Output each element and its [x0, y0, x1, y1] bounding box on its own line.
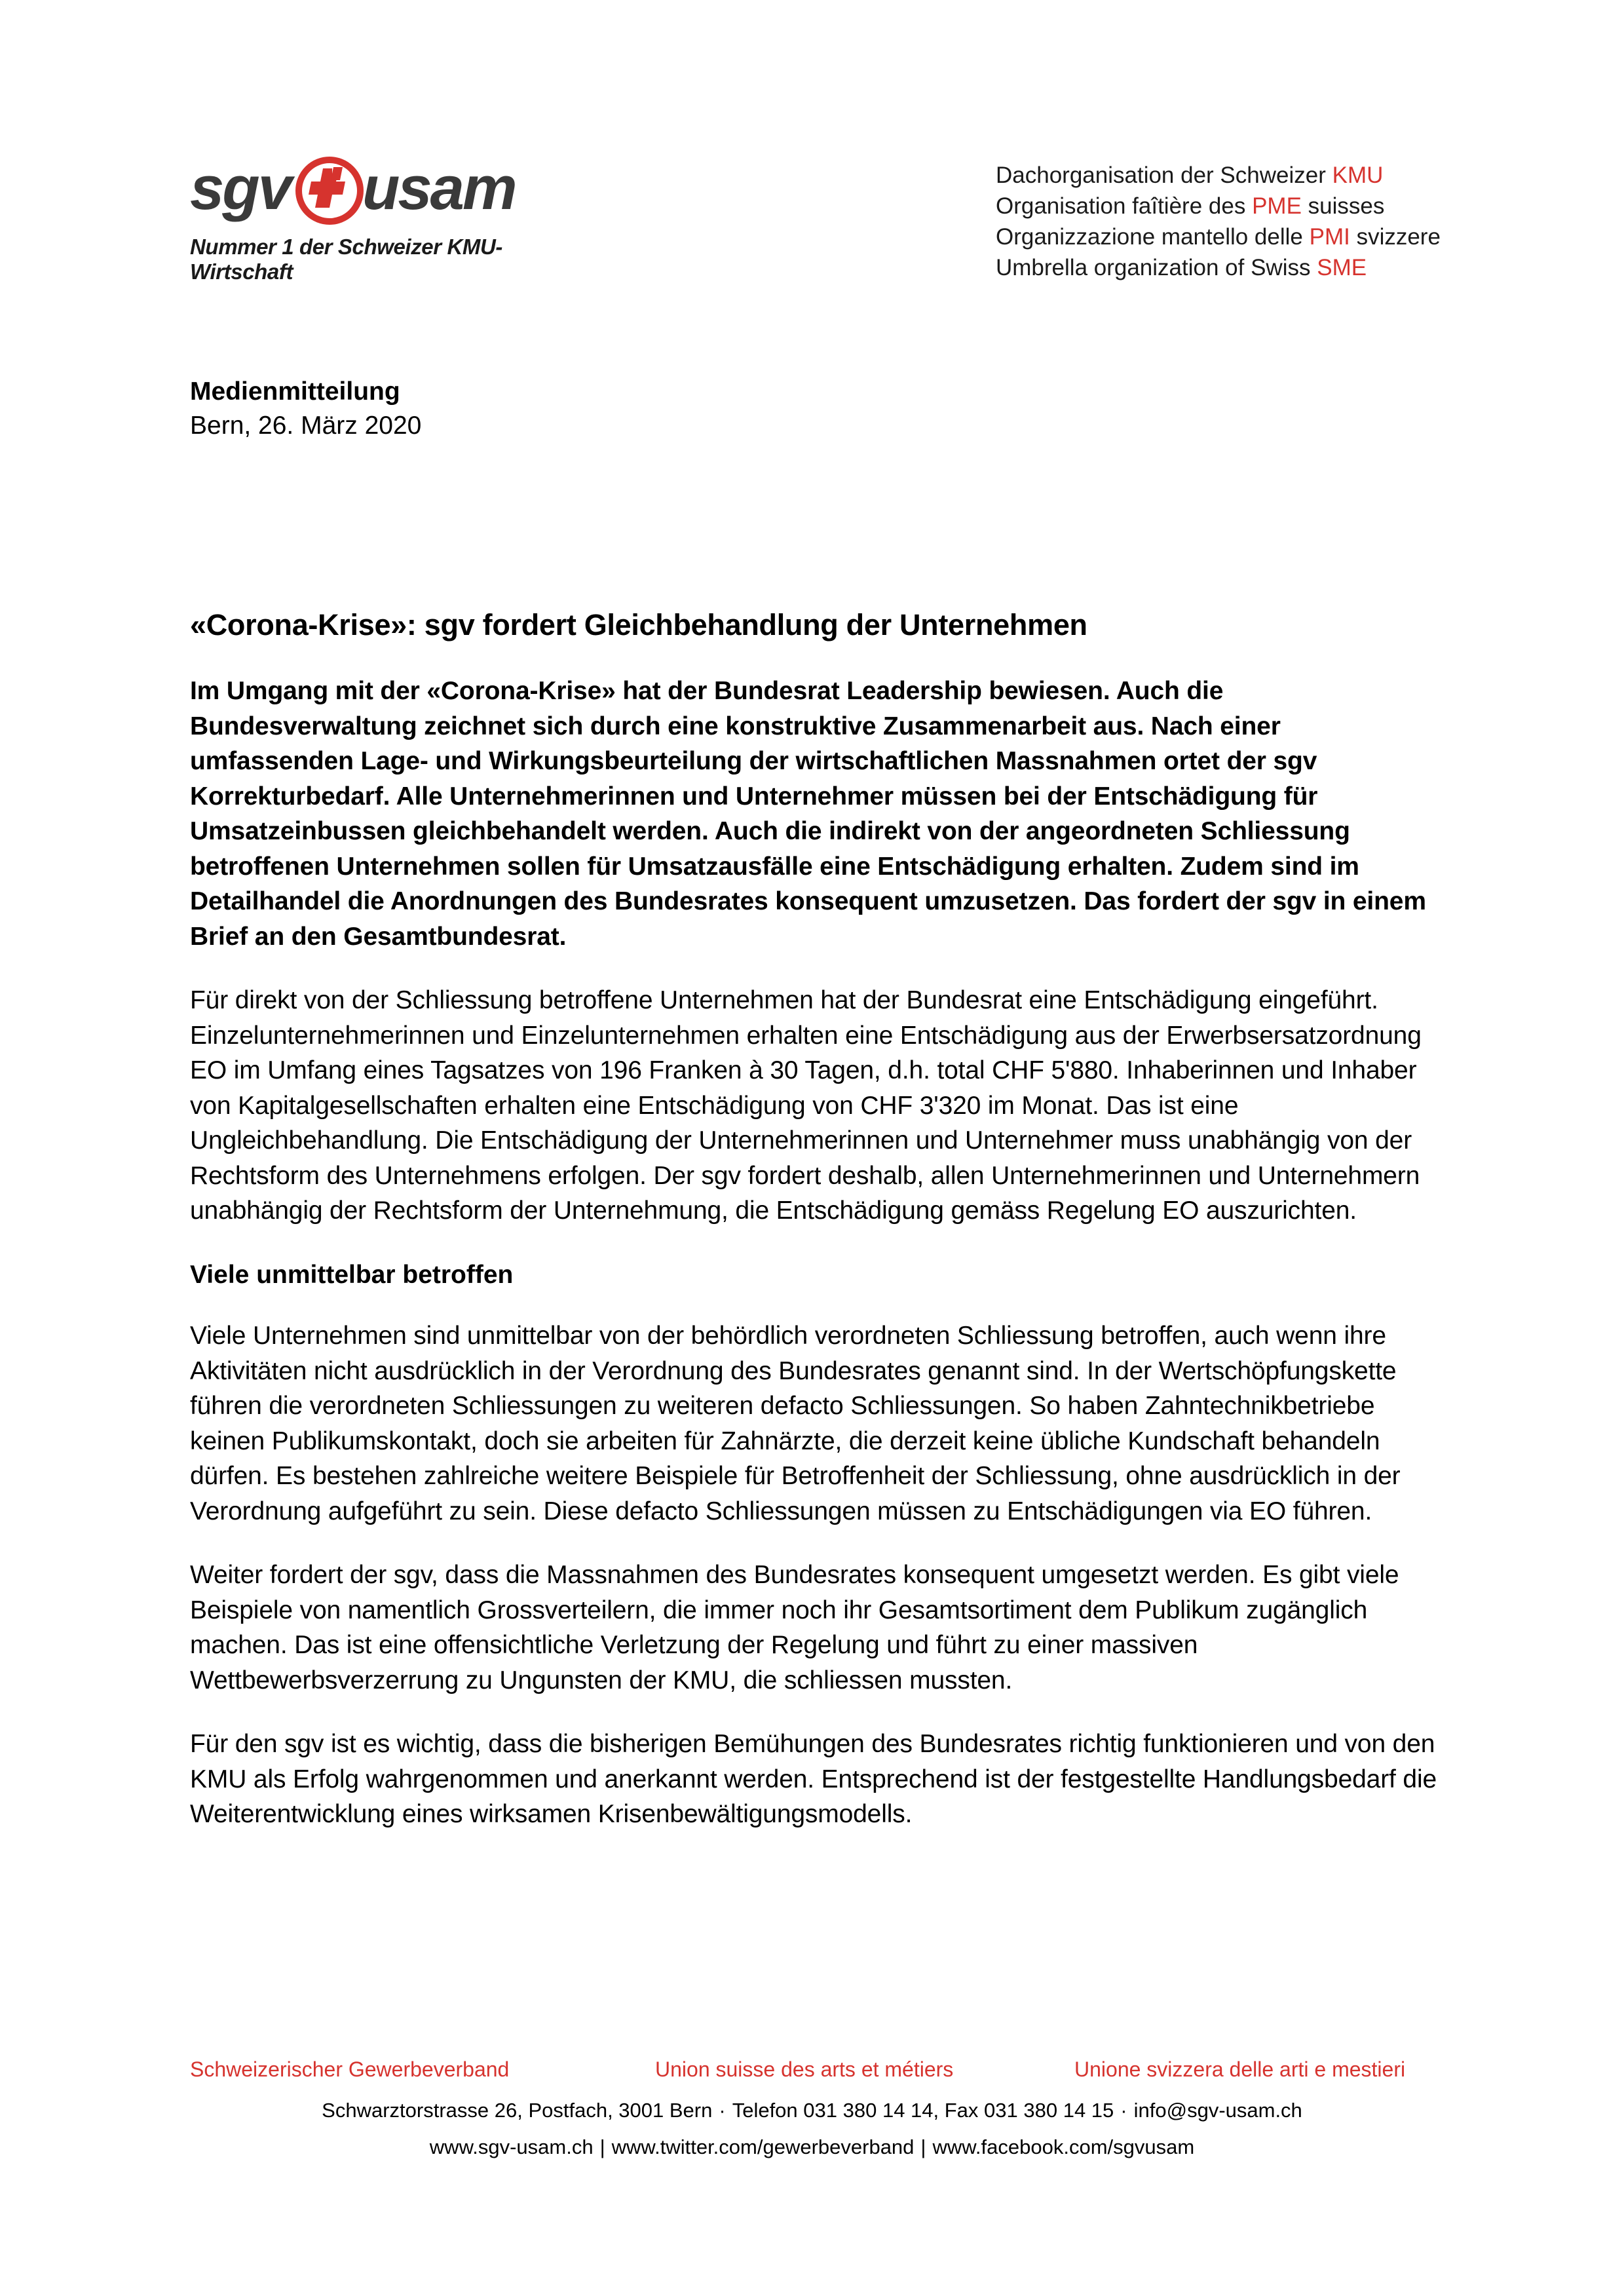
- footer-facebook-link[interactable]: www.facebook.com/sgvusam: [932, 2135, 1195, 2158]
- org-line-en-acronym: SME: [1317, 255, 1367, 280]
- footer-separator-dot-2: ·: [1120, 2099, 1127, 2122]
- body-paragraph-4: Für den sgv ist es wichtig, dass die bisherigen Bemühungen des Bundesrates richtig funktionieren und von den KMU als Erfolg wahrgenommen und anerkannt werden. Entsprechend ist der festgestellte Handlungsbedarf die Weiterentwicklung eines wirksamen Krisenbewältigungsmodells.: [190, 1730, 1437, 1828]
- footer-separator-dot-1: ·: [719, 2099, 726, 2122]
- logo-wordmark: [190, 149, 596, 227]
- footer-links-line: [0, 2132, 1624, 2162]
- org-line-it-before: Organizzazione mantello delle: [996, 224, 1310, 250]
- footer-website-link[interactable]: www.sgv-usam.ch: [429, 2135, 594, 2158]
- org-line-de: [996, 160, 1441, 191]
- lead-paragraph: Im Umgang mit der «Corona-Krise» hat der Bundesrat Leadership bewiesen. Auch die Bundesverwaltung zeichnet sich durch eine konstruktive Zusammenarbeit aus. Nach einer umfassenden Lage- und Wirkungsbeurteilung der wirtschaftlichen Massnahmen ortet der sgv Korrekturbedarf. Alle Unternehmerinnen und Unternehmer müssen bei der Entschädigung für Umsatzeinbussen gleichbehandelt werden. Auch die indirekt von der angeordneten Schliessung betroffenen Unternehmen sollen für Umsatzausfälle eine Entschädigung erhalten. Zudem sind im Detailhandel die Anordnungen des Bundesrates konsequent umzusetzen. Das fordert der sgv in einem Brief an den Gesamtbundesrat.: [190, 677, 1426, 951]
- org-line-de-acronym: KMU: [1332, 163, 1384, 188]
- body-paragraph-1: Für direkt von der Schliessung betroffene Unternehmen hat der Bundesrat eine Entschädigung eingeführt. Einzelunternehmerinnen und Einzelunternehmen erhalten eine Entschädigung aus der Erwerbsersatzordnung EO im Umfang eines Tagsatzes von 196 Franken à 30 Tagen, d.h. total CHF 5'880. Inhaberinnen und Inhaber von Kapitalgesellschaften erhalten eine Entschädigung von CHF 3'320 im Monat. Das ist eine Ungleichbehandlung. Die Entschädigung der Unternehmerinnen und Unternehmer muss unabhängig von der Rechtsform des Unternehmens erfolgen. Der sgv fordert deshalb, allen Unternehmerinnen und Unternehmern unabhängig der Rechtsform der Unternehmung, die Entschädigung gemäss Regelung EO auszurichten.: [190, 986, 1422, 1225]
- logo-tagline: Nummer 1 der Schweizer KMU-Wirtschaft: [190, 235, 502, 284]
- org-line-fr-acronym: PME: [1252, 193, 1302, 219]
- org-line-it: [996, 221, 1441, 252]
- page-header: [190, 149, 1448, 284]
- section-subheading: Viele unmittelbar betroffen: [190, 1260, 514, 1289]
- page-title: «Corona-Krise»: sgv fordert Gleichbehandlung der Unternehmen: [190, 608, 1087, 641]
- org-line-it-acronym: PMI: [1309, 224, 1350, 250]
- footer-separator-pipe-2: |: [920, 2135, 926, 2158]
- page-footer: [0, 2057, 1624, 2162]
- logo-text-usam: usam: [362, 153, 516, 222]
- logo-text-sgv: sgv: [190, 153, 290, 222]
- body-paragraph-2: Viele Unternehmen sind unmittelbar von der behördlich verordneten Schliessung betroffen, auch wenn ihre Aktivitäten nicht ausdrücklich in der Verordnung des Bundesrates genannt sind. In der Wertschöpfungskette führen die verordneten Schliessungen zu weiteren defacto Schliessungen. So haben Zahntechnikbetriebe keinen Publikumskontakt, doch sie arbeiten für Zahnärzte, die derzeit keine übliche Kundschaft behandeln dürfen. Es bestehen zahlreiche weitere Beispiele für Betroffenheit der Schliessung, ohne ausdrücklich in der Verordnung aufgeführt zu sein. Diese defacto Schliessungen müssen zu Entschädigungen via EO führen.: [190, 1322, 1401, 1525]
- org-line-fr-after: suisses: [1301, 193, 1385, 219]
- footer-separator-pipe-1: |: [599, 2135, 605, 2158]
- document-type-label: Medienmitteilung: [190, 377, 400, 406]
- org-line-it-after: svizzere: [1350, 224, 1441, 250]
- org-line-de-before: Dachorganisation der Schweizer: [996, 163, 1332, 188]
- footer-email[interactable]: info@sgv-usam.ch: [1133, 2099, 1302, 2122]
- footer-address: Schwarztorstrasse 26, Postfach, 3001 Bern: [322, 2099, 713, 2122]
- body-paragraph-3: Weiter fordert der sgv, dass die Massnahmen des Bundesrates konsequent umgesetzt werden. Es gibt viele Beispiele von namentlich Grossverteilern, die immer noch ihr Gesamtsortiment dem Publikum zugänglich machen. Das ist eine offensichtliche Verletzung der Regelung und führt zu einer massiven Wettbewerbsverzerrung zu Ungunsten der KMU, die schliessen mussten.: [190, 1561, 1399, 1694]
- sgv-usam-logo: [190, 149, 596, 284]
- document-meta: [190, 375, 421, 443]
- swiss-cross-emblem-icon: [293, 154, 361, 222]
- footer-org-de: Schweizerischer Gewerbeverband: [190, 2057, 510, 2081]
- footer-phone: Telefon 031 380 14 14, Fax 031 380 14 15: [732, 2099, 1114, 2122]
- footer-org-fr: Union suisse des arts et métiers: [655, 2057, 954, 2081]
- org-line-en-before: Umbrella organization of Swiss: [996, 255, 1317, 280]
- footer-contact-line: [0, 2095, 1624, 2126]
- document-body: [190, 607, 1439, 1861]
- footer-twitter-link[interactable]: www.twitter.com/gewerbeverband: [611, 2135, 915, 2158]
- org-line-fr-before: Organisation faîtière des: [996, 193, 1253, 219]
- footer-org-it: Unione svizzera delle arti e mestieri: [1074, 2057, 1406, 2081]
- organization-languages: [996, 160, 1441, 283]
- footer-organization-names: [0, 2057, 1624, 2089]
- org-line-fr: [996, 191, 1441, 221]
- org-line-en: [996, 252, 1441, 283]
- place-date: Bern, 26. März 2020: [190, 411, 422, 440]
